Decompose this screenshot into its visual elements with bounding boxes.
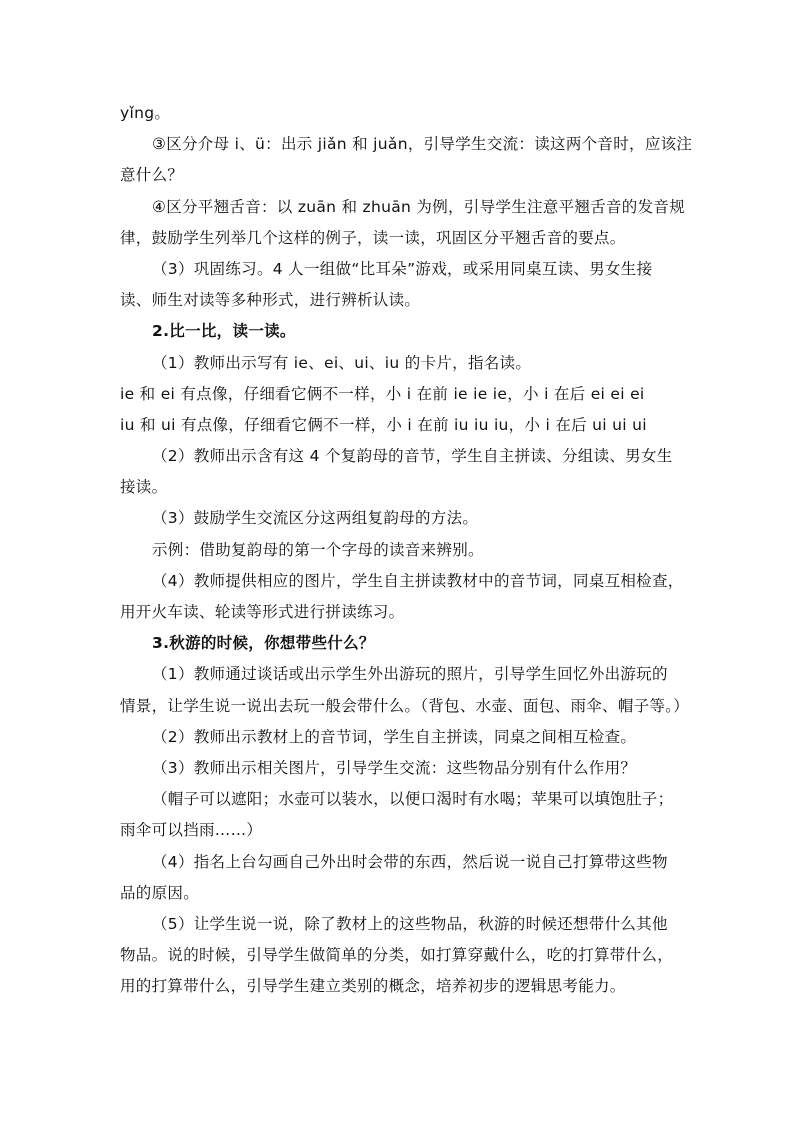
text-line: 接读。: [120, 478, 168, 497]
text-line: （2）教师出示含有这 4 个复韵母的音节，学生自主拼读、分组读、男女生: [152, 447, 673, 466]
text-line: （帽子可以遮阳；水壶可以装水，以便口渴时有水喝；苹果可以填饱肚子；: [152, 790, 674, 809]
text-line: 读、师生对读等多种形式，进行辨析认读。: [120, 291, 421, 310]
text-line: 示例：借助复韵母的第一个字母的读音来辨别。: [152, 540, 484, 559]
text-line: （1）教师出示写有 ie、ei、ui、iu 的卡片，指名读。: [152, 353, 532, 372]
text-line: 情景，让学生说一说出去玩一般会带什么。（背包、水壶、面包、雨伞、帽子等。）: [120, 696, 690, 715]
text-line: （1）教师通过谈话或出示学生外出游玩的照片，引导学生回忆外出游玩的: [152, 665, 668, 684]
text-line: 律，鼓励学生列举几个这样的例子，读一读，巩固区分平翘舌音的要点。: [120, 228, 626, 247]
document-body: [120, 98, 693, 1002]
text-line: ④区分平翘舌音：以 zuān 和 zhuān 为例，引导学生注意平翘舌音的发音规: [152, 197, 685, 216]
section-heading: 2.比一比，读一读。: [152, 322, 296, 341]
text-line: （4）教师提供相应的图片，学生自主拼读教材中的音节词，同桌互相检查，: [152, 571, 684, 590]
text-line: （2）教师出示教材上的音节词，学生自主拼读，同桌之间相互检查。: [152, 727, 637, 746]
text-line: yǐng。: [120, 104, 171, 122]
text-line: （4）指名上台勾画自己外出时会带的东西，然后说一说自己打算带这些物: [152, 852, 668, 871]
text-line: 品的原因。: [120, 883, 200, 902]
text-line: （5）让学生说一说，除了教材上的这些物品，秋游的时候还想带什么其他: [152, 914, 668, 933]
section-heading: 3.秋游的时候，你想带些什么？: [152, 634, 375, 653]
text-line: （3）巩固练习。4 人一组做“比耳朵”游戏，或采用同桌互读、男女生接: [152, 259, 653, 278]
text-line: 雨伞可以挡雨……）: [120, 821, 263, 840]
text-line: 用的打算带什么，引导学生建立类别的概念，培养初步的逻辑思考能力。: [120, 977, 626, 996]
text-line: （3）鼓励学生交流区分这两组复韵母的方法。: [152, 509, 479, 528]
text-line: ie 和 ei 有点像，仔细看它俩不一样，小 i 在前 ie ie ie，小 i 在后 ei ei ei: [120, 384, 645, 403]
text-line: （3）教师出示相关图片，引导学生交流：这些物品分别有什么作用？: [152, 758, 637, 777]
text-line: ③区分介母 i、ü：出示 jiǎn 和 juǎn，引导学生交流：读这两个音时，应该注: [152, 135, 693, 154]
text-line: 用开火车读、轮读等形式进行拼读练习。: [120, 603, 405, 621]
text-line: 物品。说的时候，引导学生做简单的分类，如打算穿戴什么，吃的打算带什么，: [120, 946, 674, 965]
text-line: 意什么？: [120, 166, 184, 185]
text-line: iu 和 ui 有点像，仔细看它俩不一样，小 i 在前 iu iu iu，小 i 在后 ui ui ui: [120, 415, 647, 434]
